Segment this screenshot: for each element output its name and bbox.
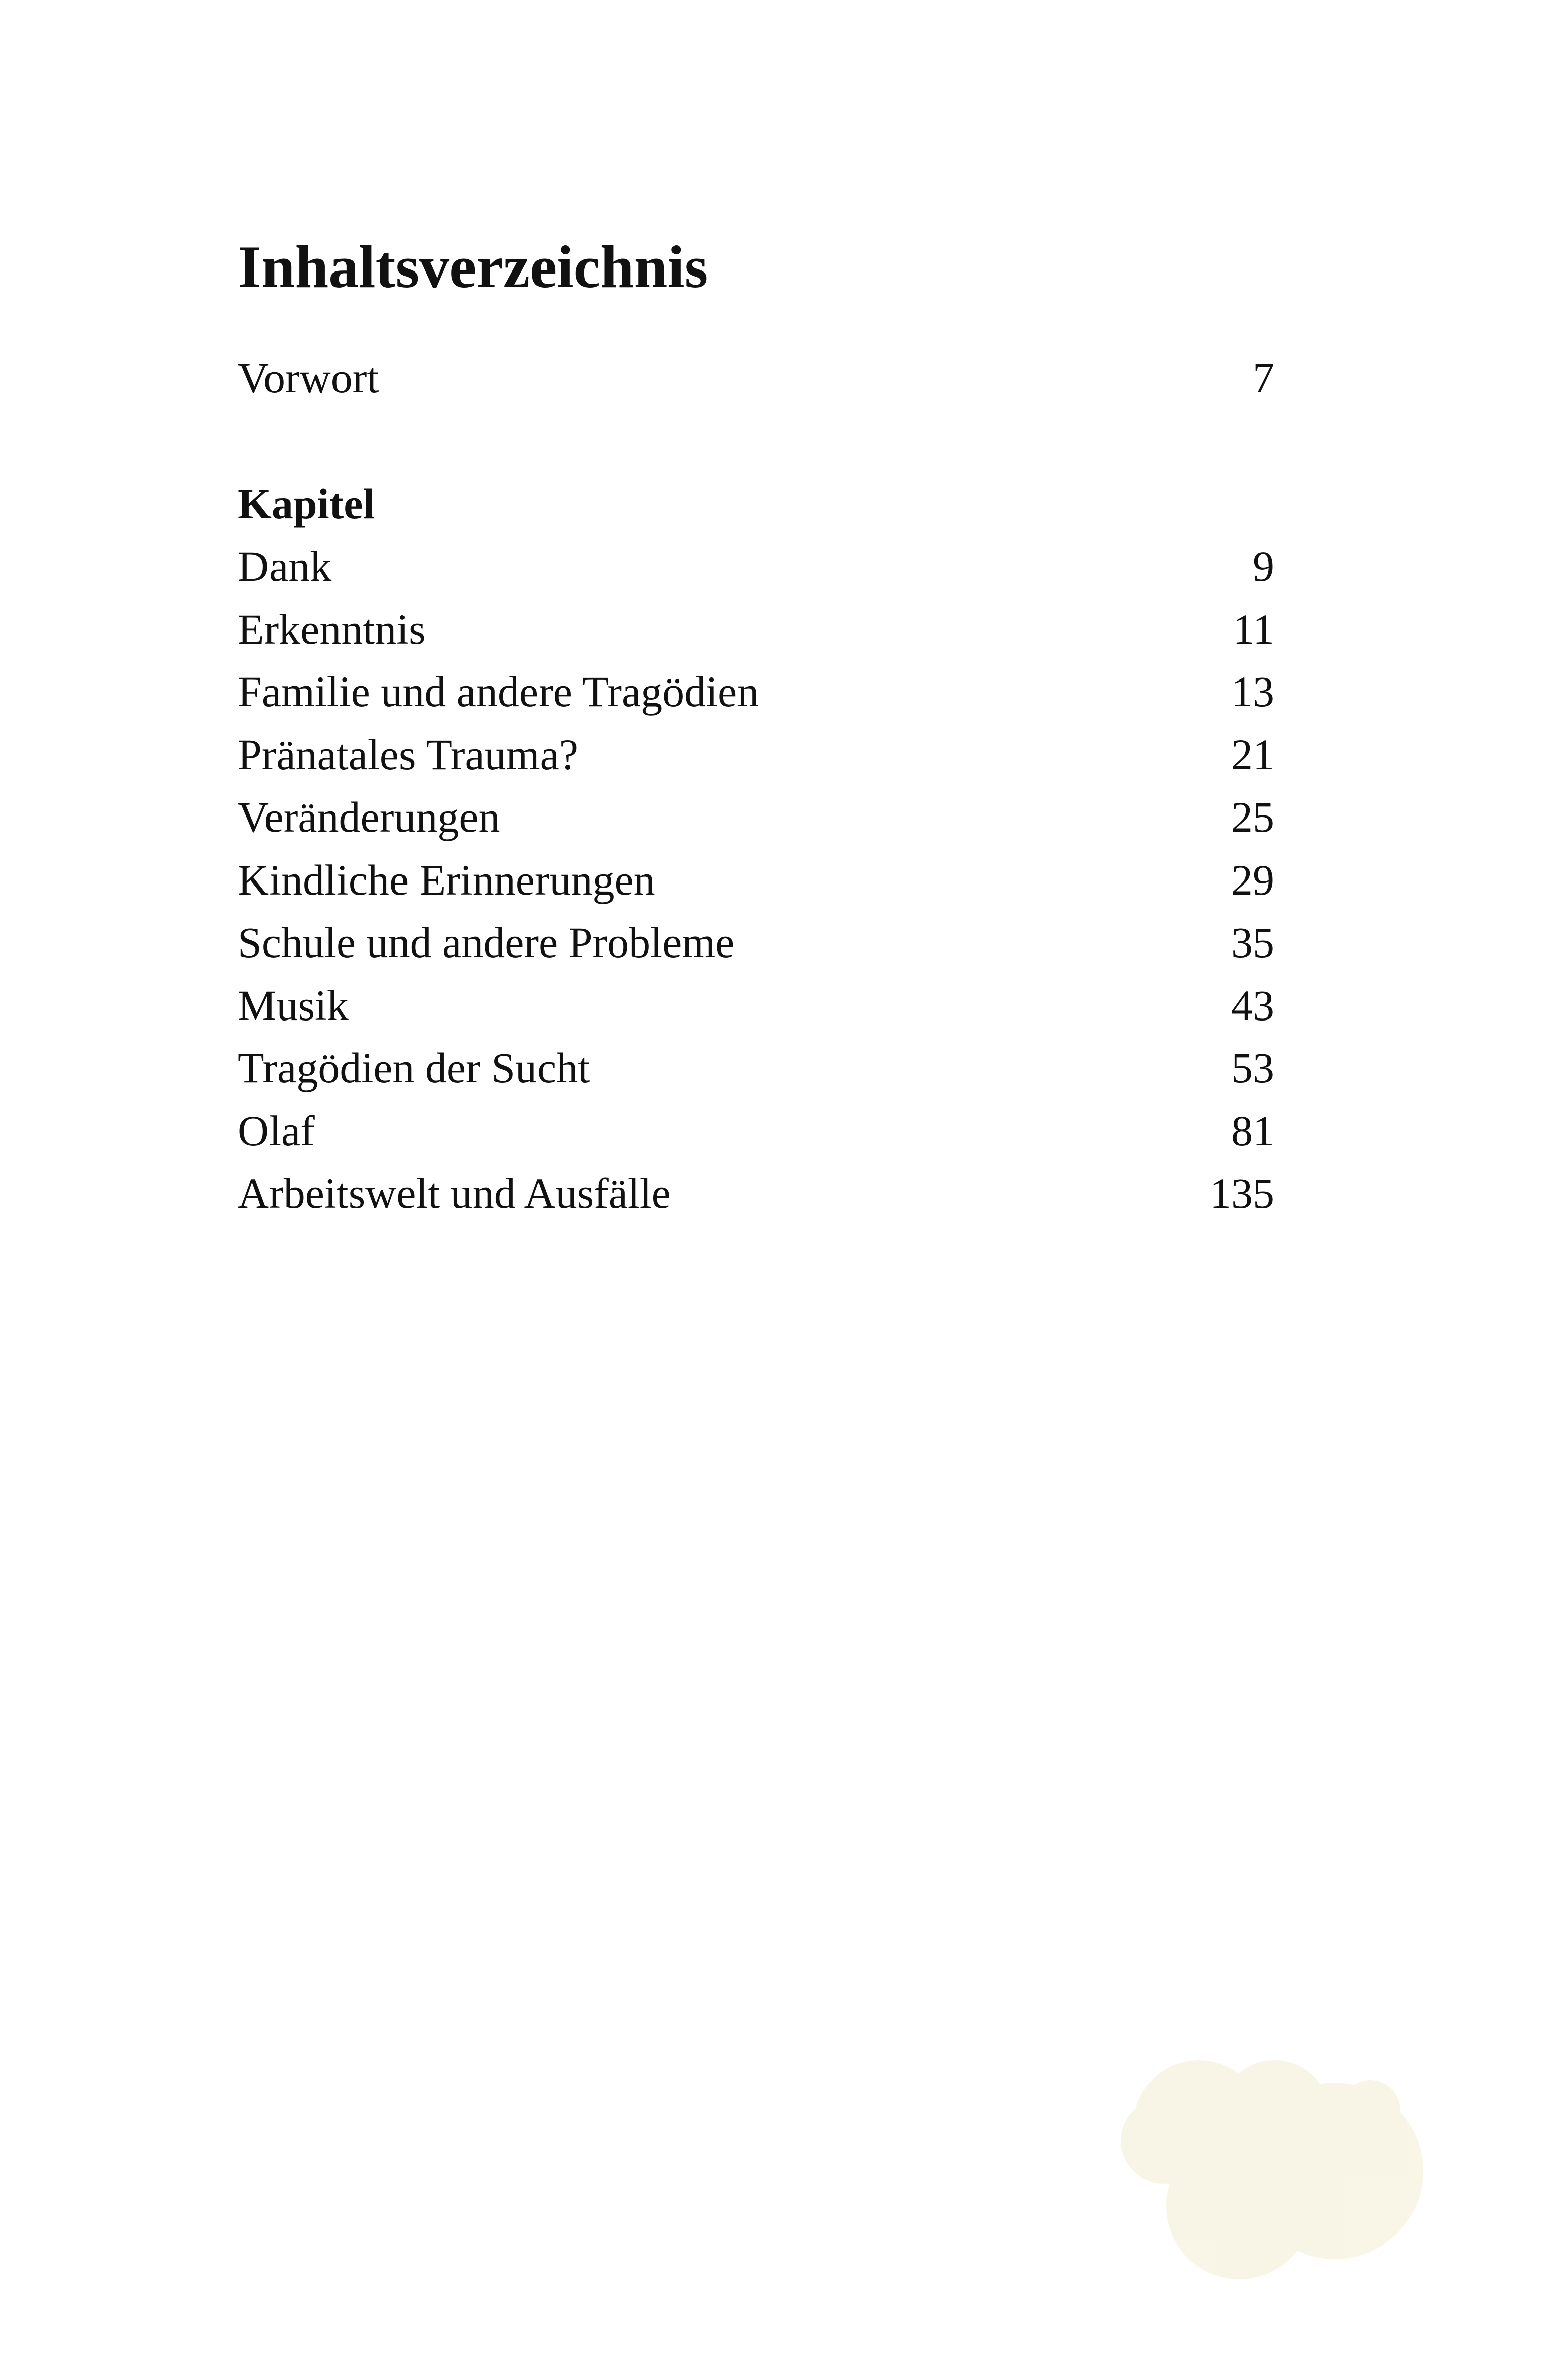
toc-entry-label: Arbeitswelt und Ausfälle (238, 1169, 671, 1217)
toc-entry-label: Vorwort (238, 354, 379, 402)
toc-entry (238, 660, 1274, 723)
toc-entry-page: 25 (1231, 793, 1274, 841)
toc-entry-label: Kindliche Erinnerungen (238, 855, 655, 904)
toc-entry-page: 21 (1231, 730, 1274, 779)
toc-entry-label: Pränatales Trauma? (238, 730, 578, 779)
table-of-contents (238, 222, 1274, 1225)
toc-entry-label: Erkenntnis (238, 604, 426, 653)
toc-entry-label: Schule und andere Probleme (238, 918, 735, 967)
toc-entry-page: 7 (1253, 354, 1274, 402)
toc-entry (238, 723, 1274, 786)
toc-entry-preface (238, 347, 1274, 410)
toc-entry-page: 81 (1231, 1106, 1274, 1155)
toc-entry (238, 535, 1274, 598)
toc-entry-page: 53 (1231, 1044, 1274, 1092)
toc-entry (238, 786, 1274, 849)
toc-entry (238, 598, 1274, 661)
toc-entry-page: 13 (1231, 667, 1274, 716)
toc-entry (238, 974, 1274, 1037)
toc-entry-label: Musik (238, 981, 349, 1030)
section-heading: Kapitel (238, 479, 375, 528)
toc-entry (238, 911, 1274, 974)
toc-entry (238, 849, 1274, 912)
toc-entry (238, 1162, 1274, 1225)
toc-entry-label: Olaf (238, 1106, 315, 1155)
toc-entry (238, 1100, 1274, 1163)
toc-entry-label: Dank (238, 542, 332, 590)
toc-title: Inhaltsverzeichnis (238, 233, 708, 300)
toc-entry-label: Veränderungen (238, 793, 500, 841)
toc-entry-label: Familie und andere Tragödien (238, 667, 759, 716)
toc-entry-label: Tragödien der Sucht (238, 1044, 590, 1092)
toc-entry-page: 9 (1253, 542, 1274, 590)
toc-entry-page: 43 (1231, 981, 1274, 1030)
toc-entry-page: 11 (1233, 604, 1274, 653)
paper-stain (1108, 2055, 1441, 2287)
toc-entry-page: 135 (1209, 1169, 1274, 1217)
toc-entry-page: 35 (1231, 918, 1274, 967)
toc-entry-page: 29 (1231, 855, 1274, 904)
toc-entry (238, 1037, 1274, 1100)
